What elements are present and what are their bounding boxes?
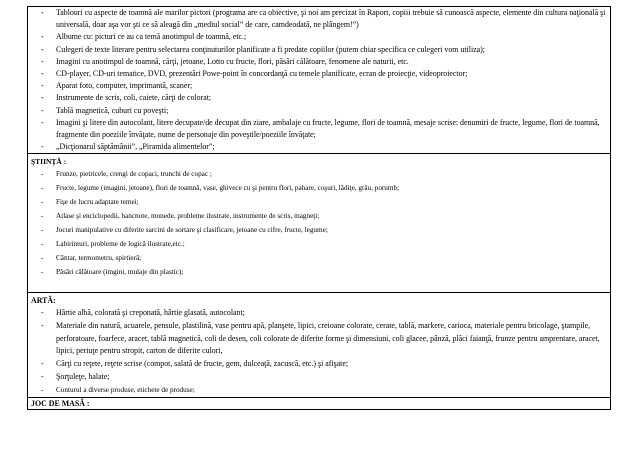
list-item: - Cântar, termometru, spirtieră;: [31, 252, 610, 266]
list-item: - Jocuri manipulative cu diferite sarcini de sortare şi clasificare, jetoane cu cifre, fructe, legume;: [31, 224, 610, 238]
art-cell: [28, 292, 611, 397]
general-materials-list: [31, 7, 610, 153]
list-item: - Hârtie albă, colorată şi creponată, hârtie glasată, autocolant;: [31, 307, 610, 320]
resources-table: [27, 6, 611, 410]
list-item: - Instrumente de scris, coli, caiete, cărţi de colorat;: [31, 92, 610, 104]
table-row: [28, 154, 611, 292]
science-cell: [28, 154, 611, 292]
list-item: - Materiale din natură, acuarele, pensule, plastilină, vase pentru apă, planşete, lipici, creioane colorate, cerate, tablă, markere, carioca, materiale pentru bricolage, ştampile, perforatoare, foarfece, aracet, tablă magnetică, coli de desen, coli colorate de diferite forme şi dimensiuni, coli glacee, pânză, plăci faianţă, frunze pentru amprentare, aracet, lipici, periuţe pentru stropit, carton de diferite culori,: [31, 320, 610, 359]
art-list: [31, 307, 610, 397]
art-section-title: ARTĂ:: [31, 295, 56, 305]
table-row: [28, 398, 611, 410]
table-games-cell: [28, 398, 611, 410]
general-materials-cell: [28, 7, 611, 154]
list-item: - Păsări călătoare (imgini, mulaje din plastic);: [31, 266, 610, 280]
list-item: - Cărţi cu reţete, reţete scrise (compot, salată de fructe, gem, dulceaţă, zacuscă, etc.) şi afişate;: [31, 358, 610, 371]
list-item: - „Dicţionarul săptămânii”, „Piramida alimentelor”;: [31, 141, 610, 153]
science-section-title: ŞTIINŢĂ :: [31, 157, 67, 167]
list-item: - Tablă magnetică, cuburi cu poveşti;: [31, 105, 610, 117]
list-item: - Fructe, legume (imagini, jetoane), flori de toamnă, vase, ghivece cu şi pentru flori, pahare, coşuri, lădiţe, grâu, porumb;: [31, 182, 610, 196]
list-item: - CD-player, CD-uri tematice, DVD, prezentări Powe-point în concordanţă cu temele planificate, ecran de proiecţie, videoproiector;: [31, 68, 610, 80]
table-row: [28, 292, 611, 397]
list-item: - Aparat foto, computer, imprimantă, scaner;: [31, 80, 610, 92]
list-item: - Frunze, pietricele, crengi de copaci, trunchi de copac ;: [31, 168, 610, 182]
list-item: - Labirinturi, probleme de logică ilustrate,etc.;: [31, 238, 610, 252]
table-row: [28, 7, 611, 154]
list-item: - Şorţuleţe, halate;: [31, 371, 610, 384]
list-item: - Tablouri cu aspecte de toamnă ale marilor pictori (programa are ca obiective, şi noi am precizat în Raport, copiii trebuie să cunoască aspecte, elemente din cultura naţională şi universală, doar aşa vor şti ce să aleagă din „mediul social” de care, camdeodată, ne plângem!”): [31, 7, 610, 31]
science-list: [31, 168, 610, 279]
list-item: - Albume cu: picturi ce au ca temă anotimpul de toamnă, etc.;: [31, 31, 610, 43]
list-item: - Conturul a diverse produse, etichete de produse;: [31, 384, 610, 397]
list-item: - Culegeri de texte literare pentru selectarea conţinuturilor planificate a fi predate copiilor (putem chiar specifica ce culegeri vom utiliza);: [31, 44, 610, 56]
list-item: - Imagini cu anotimpul de toamnă, cărţi, jetoane, Lotto cu fructe, flori, păsări călătoare, fenomene ale naturii, etc.: [31, 56, 610, 68]
list-item: - Atlase şi enciclopedii, bancnote, monede, probleme ilustrate, instrumente de scris, magneţi;: [31, 210, 610, 224]
cell-spacer: [31, 280, 610, 292]
list-item: - Imagini şi litere din autocolant, litere decupate/de decupat din ziare, ambalaje cu fructe, legume, flori de toamnă, mesaje scrise: denumiri de fructe, legume, flori de toamnă, fragmente din poeziile învăţate, nume de personaje din poveştile/poeziile învăţate;: [31, 117, 610, 141]
table-games-section-title: JOC DE MASĂ :: [31, 399, 90, 409]
list-item: - Fişe de lucru adaptate temei;: [31, 196, 610, 210]
